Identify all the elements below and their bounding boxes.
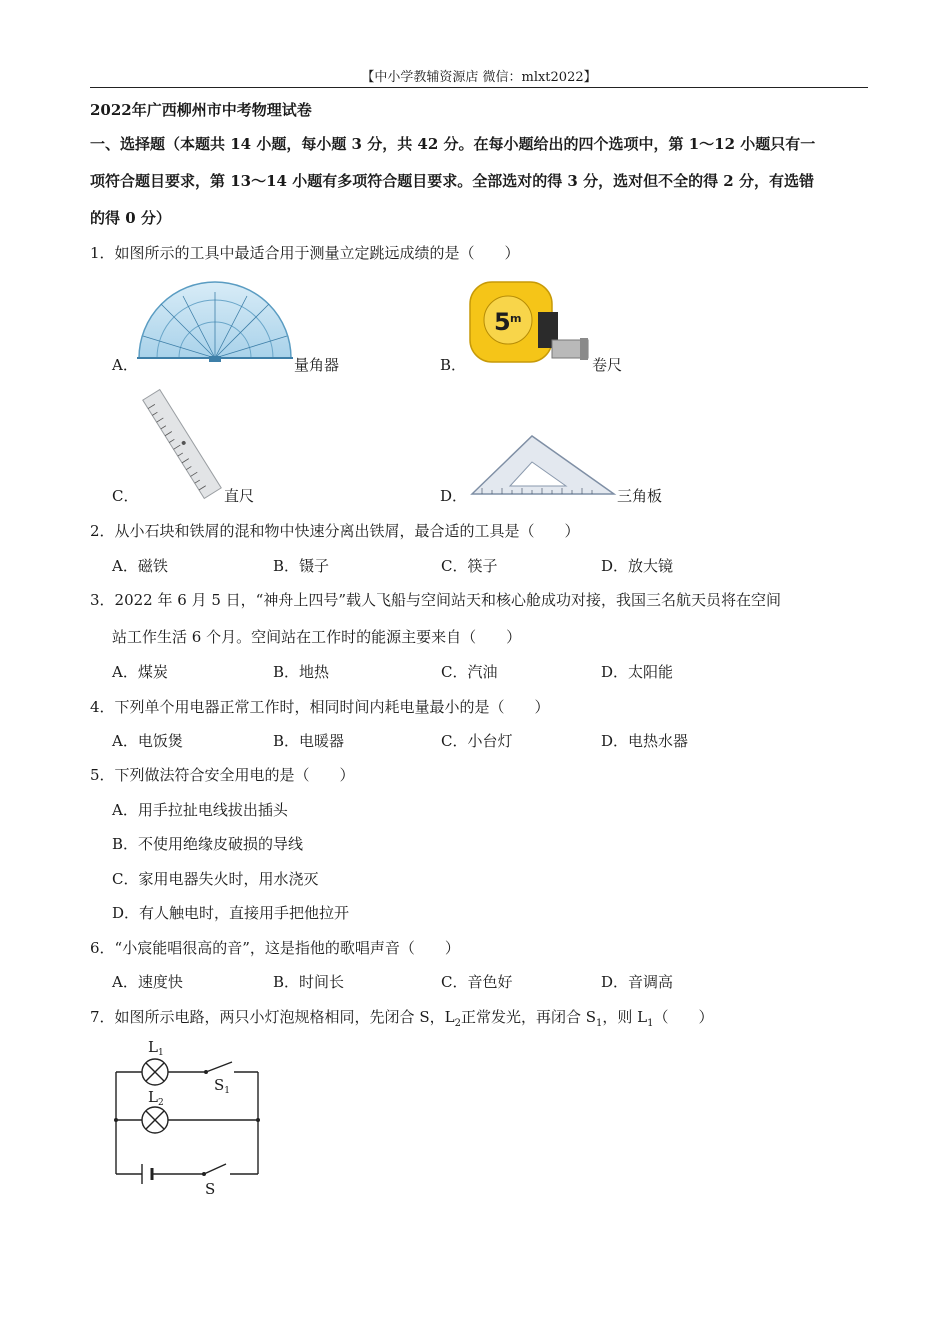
q5-option-a: A．用手拉扯电线拔出插头 [112,801,288,819]
q6-option-a: A．速度快 [112,973,183,991]
q2-option-a: A．磁铁 [112,557,168,575]
section-heading-line1: 一、选择题（本题共 14 小题，每小题 3 分，共 42 分。在每小题给出的四个选项中，第 1～12 小题只有一 [90,135,816,153]
q2-option-c: C．筷子 [441,557,498,575]
q3-option-a: A．煤炭 [112,663,168,681]
label-l1: $L_1$ [148,1038,164,1058]
q6-option-d: D．音调高 [601,973,674,991]
q1-option-b-letter: B． [440,356,467,374]
q1-option-d-letter: D． [440,487,468,505]
q1-option-c-name: 直尺 [224,487,255,505]
header-divider [90,87,868,88]
q4-option-b: B．电暖器 [273,732,345,750]
tape-number: 5 [494,308,511,336]
tape-unit: m [510,312,522,325]
q1-option-d-name: 三角板 [617,487,663,505]
q1-stem: 1．如图所示的工具中最适合用于测量立定跳远成绩的是（ ） [90,244,520,262]
label-s1: $S_1$ [214,1076,231,1096]
q1-option-a-letter: A． [112,356,138,374]
q6-stem: 6．“小宸能唱很高的音”，这是指他的歌唱声音（ ） [90,939,460,957]
q2-stem: 2．从小石块和铁屑的混和物中快速分离出铁屑，最合适的工具是（ ） [90,522,580,540]
q2-option-d: D．放大镜 [601,557,674,575]
tape-measure-image [468,278,592,370]
q3-stem-line1: 3．2022 年 6 月 5 日，“神舟上四号”载人飞船与空间站天和核心舱成功对接，我国三名航天员将在空间 [90,591,781,609]
exam-title: 2022年广西柳州市中考物理试卷 [90,101,312,119]
q3-option-d: D．太阳能 [601,663,674,681]
circuit-diagram [108,1036,268,1196]
ruler-image [138,388,226,500]
protractor-image [135,286,295,371]
q5-option-b: B．不使用绝缘皮破损的导线 [112,835,304,853]
page-header: 【中小学教辅资源店 微信：mlxt2022】 [361,70,597,85]
q3-stem-line2: 站工作生活 6 个月。空间站在工作时的能源主要来自（ ） [112,628,522,646]
q1-option-b-name: 卷尺 [592,356,623,374]
q3-option-c: C．汽油 [441,663,498,681]
q4-option-d: D．电热水器 [601,732,689,750]
section-heading-line2: 项符合题目要求，第 13～14 小题有多项符合题目要求。全部选对的得 3 分，选对但不全的得 2 分，有选错 [90,172,814,190]
section-heading-line3: 的得 0 分） [90,209,171,227]
q6-option-c: C．音色好 [441,973,513,991]
q4-option-a: A．电饭煲 [112,732,183,750]
q1-option-c-letter: C． [112,487,139,505]
q5-option-d: D．有人触电时，直接用手把他拉开 [112,904,350,922]
q4-stem: 4．下列单个用电器正常工作时，相同时间内耗电量最小的是（ ） [90,698,550,716]
q5-option-c: C．家用电器失火时，用水浇灭 [112,870,319,888]
q4-option-c: C．小台灯 [441,732,513,750]
q1-option-a-name: 量角器 [294,356,340,374]
label-l2: $L_2$ [148,1088,164,1108]
q7-stem: 7．如图所示电路，两只小灯泡规格相同，先闭合 S，$L_2$正常发光，再闭合 $S_1$，则 $L_1$（ ） [90,1008,714,1029]
q3-option-b: B．地热 [273,663,330,681]
q5-stem: 5．下列做法符合安全用电的是（ ） [90,766,355,784]
q2-option-b: B．镊子 [273,557,330,575]
label-s: S [205,1180,216,1198]
triangle-ruler-image [468,432,616,498]
q6-option-b: B．时间长 [273,973,345,991]
